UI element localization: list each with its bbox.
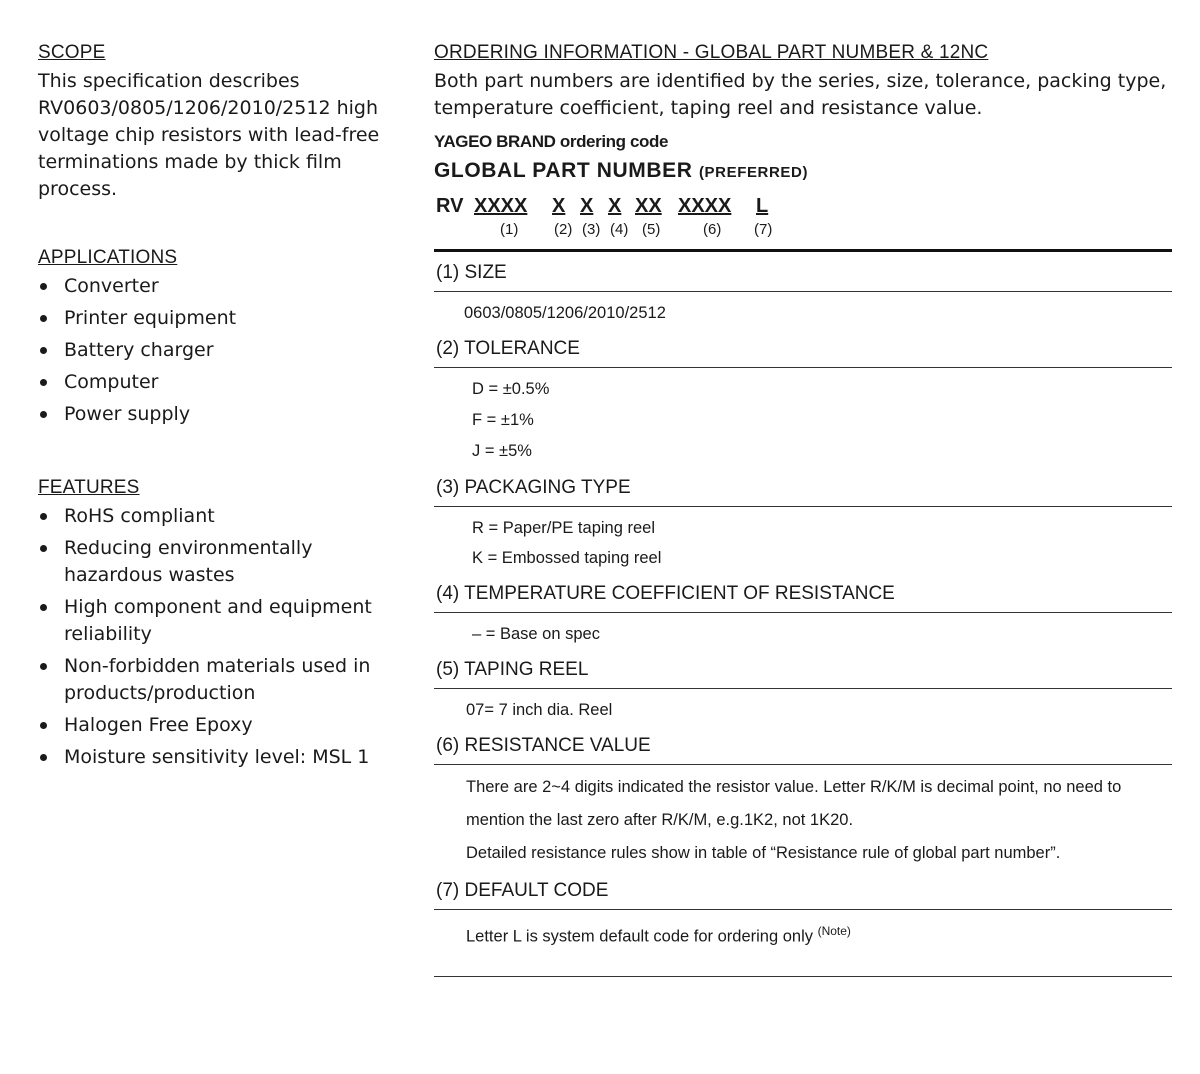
code-tolerance: X xyxy=(552,195,566,217)
code-number: (7) xyxy=(754,221,773,238)
preferred-label: (PREFERRED) xyxy=(698,164,809,181)
code-number: (3) xyxy=(582,221,601,238)
bullet-icon xyxy=(40,513,47,520)
bullet-icon xyxy=(40,411,47,418)
code-number: (4) xyxy=(610,221,629,238)
applications-heading: APPLICATIONS xyxy=(38,247,178,268)
bullet-icon xyxy=(40,754,47,761)
code-series: RV xyxy=(436,195,464,217)
list-item: RoHS compliant xyxy=(38,503,398,530)
features-heading: FEATURES xyxy=(38,477,140,498)
scope-heading: SCOPE xyxy=(38,42,106,63)
code-resistance: XXXX xyxy=(678,195,732,217)
list-item: Converter xyxy=(38,273,398,300)
list-item: Halogen Free Epoxy xyxy=(38,712,398,739)
section-tolerance xyxy=(434,328,1172,467)
section-tcr xyxy=(434,573,1172,649)
code-taping-reel: XX xyxy=(635,195,662,217)
code-number: (6) xyxy=(703,221,722,238)
bullet-icon xyxy=(40,379,47,386)
section-body: 07= 7 inch dia. Reel xyxy=(466,701,613,719)
section-resistance-value xyxy=(434,725,1172,870)
code-default: L xyxy=(756,195,769,217)
bullet-icon xyxy=(40,604,47,611)
ordering-heading: ORDERING INFORMATION - GLOBAL PART NUMBER & 12NC xyxy=(434,42,989,63)
code-packaging: X xyxy=(580,195,594,217)
section-title: (1) SIZE xyxy=(434,252,1172,292)
divider xyxy=(434,976,1172,977)
list-item: Computer xyxy=(38,369,398,396)
global-part-number-heading: GLOBAL PART NUMBER (PREFERRED) xyxy=(434,159,809,182)
section-title: (5) TAPING REEL xyxy=(434,649,1172,689)
bullet-icon xyxy=(40,283,47,290)
list-item: Battery charger xyxy=(38,337,398,364)
code-number: (5) xyxy=(642,221,661,238)
left-column xyxy=(38,42,398,776)
part-number-code xyxy=(434,189,1172,249)
bullet-icon xyxy=(40,315,47,322)
bullet-icon xyxy=(40,722,47,729)
bullet-icon xyxy=(40,347,47,354)
section-title: (2) TOLERANCE xyxy=(434,328,1172,368)
section-body: Letter L is system default code for ordering only $^{(Note)}$ xyxy=(466,924,851,946)
bullet-icon xyxy=(40,663,47,670)
code-number: (2) xyxy=(554,221,573,238)
section-body: – = Base on spec xyxy=(472,625,600,643)
list-item: Reducing environmentally hazardous wastes xyxy=(38,535,398,589)
section-body: 0603/0805/1206/2010/2512 xyxy=(464,304,666,322)
features-list xyxy=(38,503,398,771)
note-reference: (Note) xyxy=(817,924,851,938)
ordering-intro: Both part numbers are identified by the series, size, tolerance, packing type, temperature coefficient, taping reel and resistance value. xyxy=(434,70,1167,119)
bullet-icon xyxy=(40,545,47,552)
section-title: (3) PACKAGING TYPE xyxy=(434,467,1172,507)
applications-list xyxy=(38,273,398,428)
section-body: There are 2~4 digits indicated the resistor value. Letter R/K/M is decimal point, no need to mention the last zero after R/K/M, e.g.1K2, not 1K20. Detailed resistance rules show in table of “Resistance rule of global part number”. xyxy=(466,778,1122,862)
section-size xyxy=(434,252,1172,328)
code-size: XXXX xyxy=(474,195,528,217)
section-body: D = ±0.5% F = ±1% J = ±5% xyxy=(472,380,550,460)
brand-label: YAGEO BRAND ordering code xyxy=(434,132,669,151)
section-title: (6) RESISTANCE VALUE xyxy=(434,725,1172,765)
code-tcr: X xyxy=(608,195,622,217)
section-title: (4) TEMPERATURE COEFFICIENT OF RESISTANCE xyxy=(434,573,1172,613)
section-packaging-type xyxy=(434,467,1172,573)
section-default-code xyxy=(434,870,1172,952)
list-item: Printer equipment xyxy=(38,305,398,332)
list-item: Non-forbidden materials used in products/production xyxy=(38,653,398,707)
right-column xyxy=(434,42,1172,977)
list-item: Moisture sensitivity level: MSL 1 xyxy=(38,744,398,771)
section-body: R = Paper/PE taping reel K = Embossed taping reel xyxy=(472,519,662,567)
code-number: (1) xyxy=(500,221,519,238)
list-item: High component and equipment reliability xyxy=(38,594,398,648)
section-taping-reel xyxy=(434,649,1172,725)
scope-text: This specification describes RV0603/0805/1206/2010/2512 high voltage chip resistors with lead-free terminations made by thick film process. xyxy=(38,70,380,200)
section-title: (7) DEFAULT CODE xyxy=(434,870,1172,910)
list-item: Power supply xyxy=(38,401,398,428)
